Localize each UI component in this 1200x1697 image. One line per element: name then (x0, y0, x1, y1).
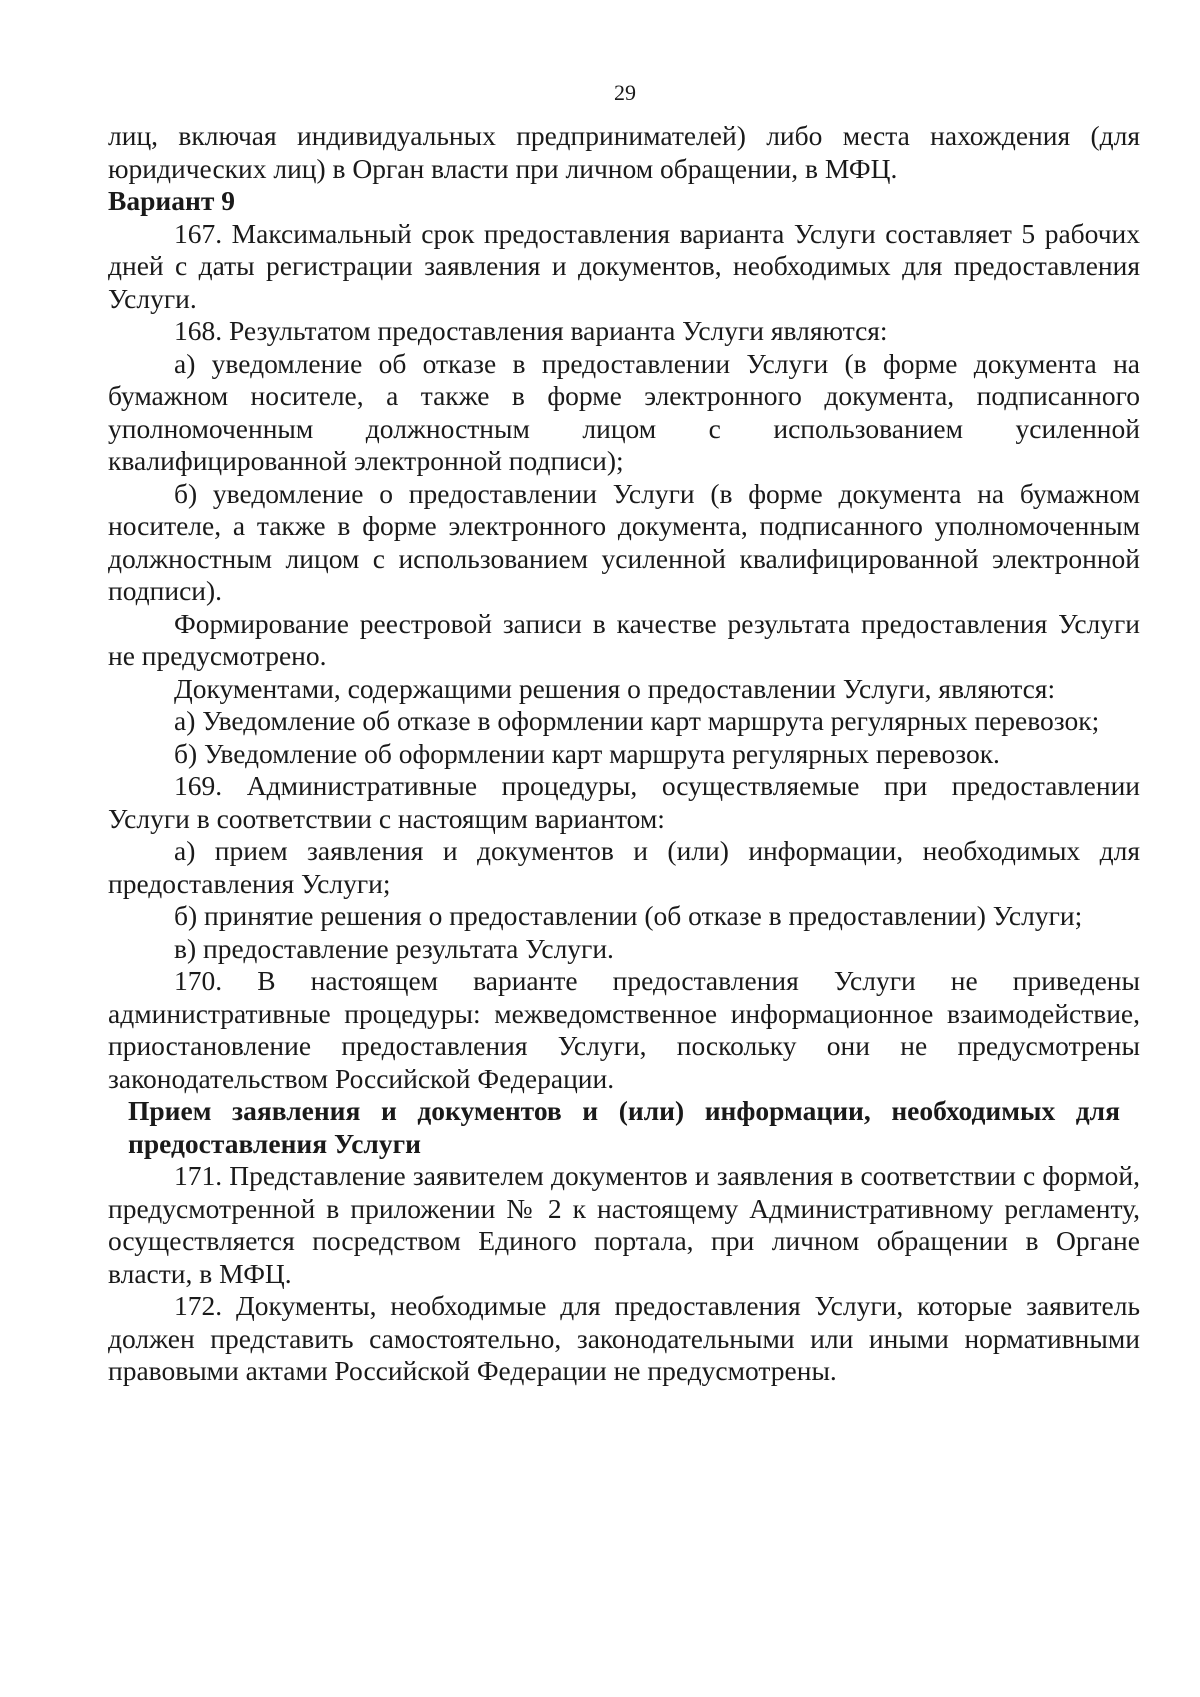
paragraph-registry-note: Формирование реестровой записи в качестве результата предоставления Услуги не предусмотрено. (108, 607, 1140, 671)
document-body (108, 120, 1140, 1388)
section-heading: Прием заявления и документов и (или) информации, необходимых для предоставления Услуги (128, 1095, 1120, 1159)
paragraph-169-b: б) принятие решения о предоставлении (об отказе в предоставлении) Услуги; (174, 900, 1083, 931)
paragraph-169-a: а) прием заявления и документов и (или) информации, необходимых для предоставления Услуги; (108, 835, 1140, 899)
paragraph-169: 169. Административные процедуры, осуществляемые при предоставлении Услуги в соответствии с настоящим вариантом: (108, 770, 1140, 834)
paragraph-169-c: в) предоставление результата Услуги. (174, 932, 614, 964)
paragraph-172: 172. Документы, необходимые для предоставления Услуги, которые заявитель должен представить самостоятельно, законодательными или иными нормативными правовыми актами Российской Федерации не предусмотрены. (108, 1290, 1140, 1386)
paragraph-167: 167. Максимальный срок предоставления варианта Услуги составляет 5 рабочих дней с даты регистрации заявления и документов, необходимых для предоставления Услуги. (108, 217, 1140, 314)
paragraph-documents-intro: Документами, содержащими решения о предоставлении Услуги, являются: (174, 672, 1056, 704)
paragraph-168-a: а) уведомление об отказе в предоставлении Услуги (в форме документа на бумажном носителе, а также в форме электронного документа, подписанного уполномоченным должностным лицом с использованием усиленной квалифицированной электронной подписи); (108, 347, 1140, 476)
intro-paragraph: лиц, включая индивидуальных предпринимателей) либо места нахождения (для юридических лиц) в Орган власти при личном обращении, в МФЦ. (108, 120, 1140, 184)
paragraph-documents-a: а) Уведомление об отказе в оформлении карт маршрута регулярных перевозок; (174, 705, 1100, 736)
paragraph-170: 170. В настоящем варианте предоставления Услуги не приведены административные процедуры: межведомственное информационное взаимодействие, приостановление предоставления Услуги, поскольку они не предусмотрены законодательством Российской Федерации. (108, 965, 1140, 1094)
paragraph-168: 168. Результатом предоставления варианта Услуги являются: (174, 315, 888, 346)
paragraph-168-b: б) уведомление о предоставлении Услуги (в форме документа на бумажном носителе, а также в форме электронного документа, подписанного уполномоченным должностным лицом с использованием усиленной квалифицированной электронной подписи). (108, 477, 1140, 606)
paragraph-171: 171. Представление заявителем документов и заявления в соответствии с формой, предусмотренной в приложении № 2 к настоящему Административному регламенту, осуществляется посредством Единого портала, при личном обращении в Органе власти, в МФЦ. (108, 1160, 1140, 1289)
variant-heading: Вариант 9 (108, 185, 235, 216)
page-number: 29 (614, 80, 636, 105)
paragraph-documents-b: б) Уведомление об оформлении карт маршрута регулярных перевозок. (174, 737, 1000, 769)
